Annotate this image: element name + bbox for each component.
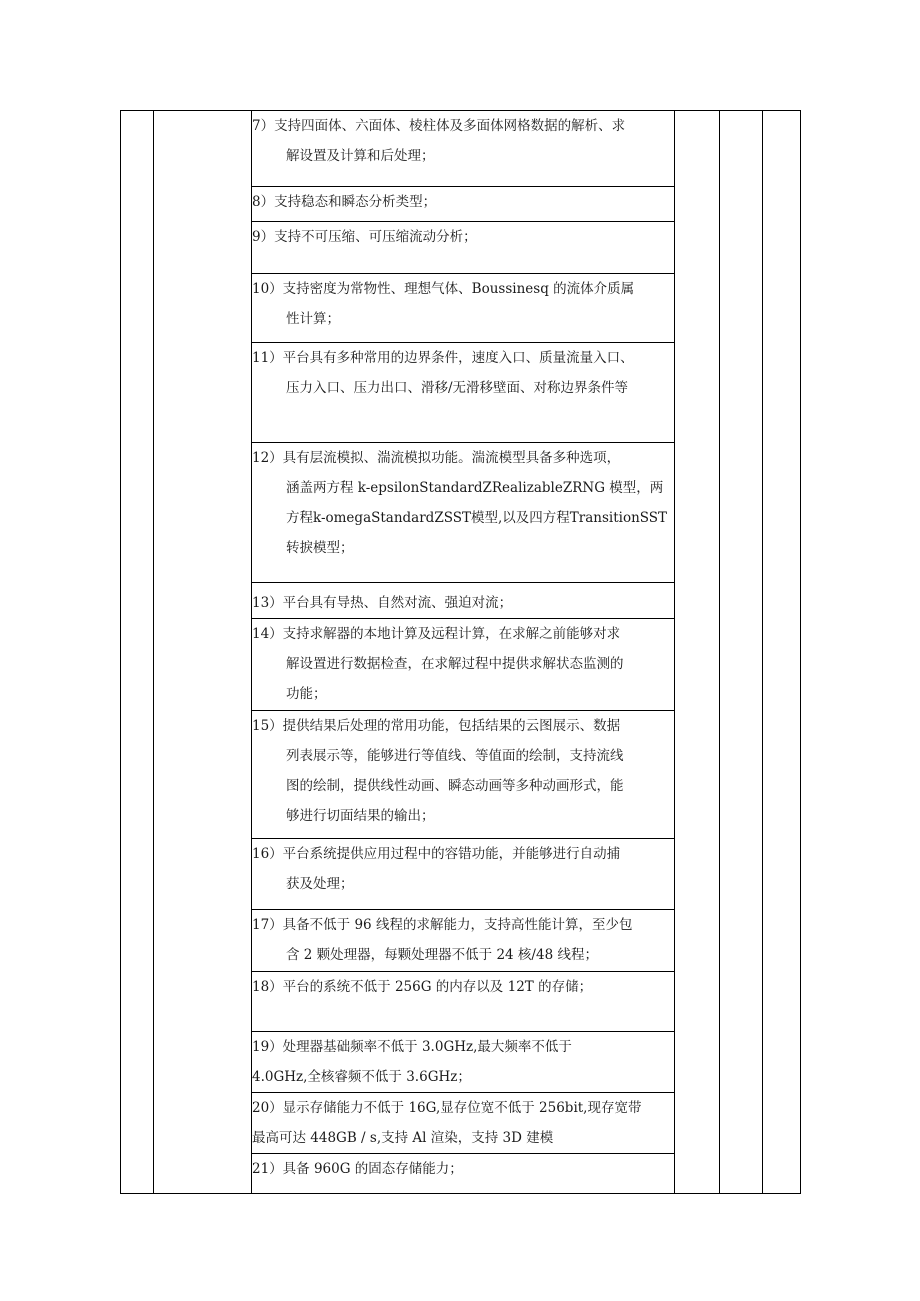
spec-item-8: 8）支持稳态和瞬态分析类型； (252, 187, 675, 222)
spec-item-12: 12）具有层流模拟、湍流模拟功能。湍流模型具备多种选项， 涵盖两方程 k-epsilonStandardZRealizableZRNG 模型，两 方程k-omegaStandardZSST模型,以及四方程TransitionSST 转捩模型； (252, 443, 675, 583)
spec-item-7: 7）支持四面体、六面体、棱柱体及多面体网格数据的解析、求 解设置及计算和后处理； (252, 111, 675, 187)
spec-item-17: 17）具备不低于 96 线程的求解能力，支持高性能计算，至少包 含 2 颗处理器，每颗处理器不低于 24 核/48 线程； (252, 910, 675, 972)
spec-table (120, 110, 801, 1194)
extra-column-cell-2 (720, 111, 763, 1194)
spec-item-21: 21）具备 960G 的固态存储能力； (252, 1154, 675, 1194)
spec-item-10: 10）支持密度为常物性、理想气体、Boussinesq 的流体介质属 性计算； (252, 274, 675, 343)
spec-item-13: 13）平台具有导热、自然对流、强迫对流； (252, 583, 675, 619)
spec-item-19: 19）处理器基础频率不低于 3.0GHz,最大频率不低于 4.0GHz,全核睿频不低于 3.6GHz； (252, 1032, 675, 1093)
index-column-cell (121, 111, 154, 1194)
spec-item-15: 15）提供结果后处理的常用功能，包括结果的云图展示、数据 列表展示等，能够进行等值线、等值面的绘制，支持流线 图的绘制，提供线性动画、瞬态动画等多种动画形式，能 够进行切面结果的输出； (252, 711, 675, 839)
spec-item-14: 14）支持求解器的本地计算及远程计算，在求解之前能够对求 解设置进行数据检查，在求解过程中提供求解状态监测的 功能； (252, 619, 675, 711)
extra-column-cell-1 (675, 111, 720, 1194)
spec-item-16: 16）平台系统提供应用过程中的容错功能，并能够进行自动捕 获及处理； (252, 839, 675, 910)
name-column-cell (154, 111, 252, 1194)
extra-column-cell-3 (763, 111, 801, 1194)
spec-item-20: 20）显示存储能力不低于 16G,显存位宽不低于 256bit,现存宽带 最高可达 448GB / s,支持 Al 渲染，支持 3D 建模 (252, 1093, 675, 1154)
spec-item-11: 11）平台具有多种常用的边界条件，速度入口、质量流量入口、 压力入口、压力出口、滑移/无滑移壁面、对称边界条件等 (252, 343, 675, 443)
table-row (121, 111, 801, 187)
spec-item-18: 18）平台的系统不低于 256G 的内存以及 12T 的存储； (252, 972, 675, 1032)
spec-item-9: 9）支持不可压缩、可压缩流动分析； (252, 222, 675, 274)
